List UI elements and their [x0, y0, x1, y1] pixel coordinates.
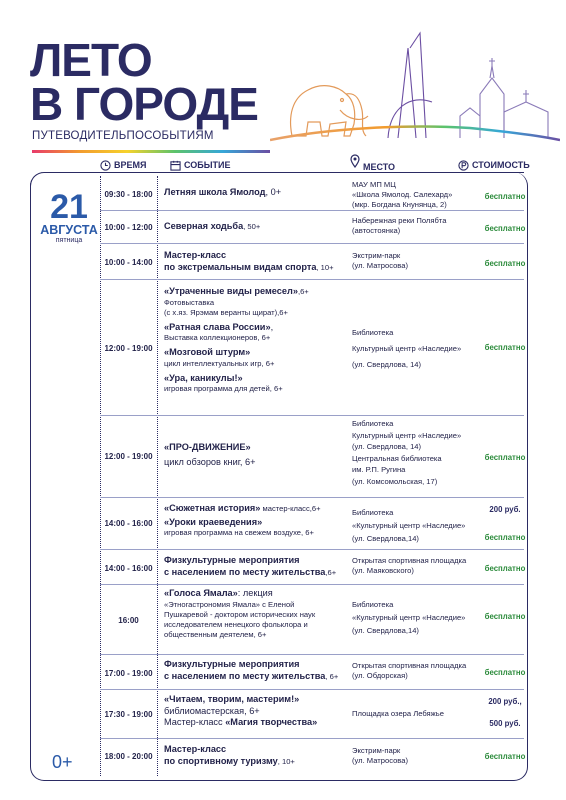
row-time: 10:00 - 12:00: [104, 223, 153, 232]
row-price: 200 руб.,: [488, 697, 522, 706]
church-icon: [460, 58, 548, 138]
row-place: [352, 251, 484, 271]
place-line: Библиотека: [352, 600, 394, 609]
event-age: , 50+: [243, 222, 261, 231]
row-separator: [100, 279, 524, 280]
row-price: бесплатно: [484, 752, 526, 761]
row-price: бесплатно: [484, 192, 526, 201]
event-title-2: по экстремальным видам спорта: [164, 261, 317, 272]
row-separator: [100, 415, 524, 416]
place-line: (автостоянка): [352, 226, 401, 235]
place-line: (ул. Маяковского): [352, 566, 414, 575]
row-time: 16:00: [118, 616, 139, 625]
event-title: Северная ходьба: [164, 221, 244, 231]
clock-icon: [100, 160, 111, 171]
place-line: (ул. Свердлова,14): [352, 534, 419, 543]
row-time: 17:30 - 19:00: [104, 710, 153, 719]
row-place: [352, 216, 484, 236]
place-line: «Культурный центр «Наследие»: [352, 613, 466, 622]
row-separator: [100, 549, 524, 550]
event-desc: цикл обзоров книг, 6+: [164, 456, 256, 467]
place-line: Площадка озера Лебяжье: [352, 709, 444, 718]
row-price-2: бесплатно: [484, 533, 526, 542]
event-desc: игровая программа для детей, 6+: [164, 384, 283, 393]
row-event: [164, 555, 350, 578]
col-place-header: [350, 150, 395, 174]
event-desc: «Этногастрономия Ямала» с Еленой: [164, 599, 295, 609]
row-price: бесплатно: [484, 259, 526, 268]
event-title: «Голоса Ямала»: [164, 588, 238, 598]
spire-icon: [388, 33, 432, 138]
row-place: [352, 180, 484, 210]
place-line: Культурный центр «Наследие»: [352, 430, 462, 440]
row-place: [352, 709, 484, 719]
city-illustration: [270, 28, 560, 156]
ruble-icon: [458, 160, 469, 171]
event-title: Мастер-класс: [164, 250, 227, 260]
place-line: (мкр. Богдана Кнунянца, 2): [352, 200, 447, 209]
place-line: Экстрим-парк: [352, 746, 401, 755]
row-separator: [100, 243, 524, 244]
title-line-2: В ГОРОДЕ: [30, 78, 258, 130]
event-title: «Мозговой штурм»: [164, 347, 251, 357]
title-line-1: ЛЕТО: [30, 34, 152, 86]
col-time-header: [100, 157, 146, 173]
place-line: Набережная реки Полябта: [352, 216, 447, 225]
place-line: Экстрим-парк: [352, 251, 401, 260]
row-price: бесплатно: [484, 343, 526, 352]
place-line: Культурный центр «Наследие»: [352, 344, 462, 353]
event-title: Мастер-класс: [164, 744, 227, 754]
rainbow-divider: [32, 150, 270, 153]
event-title: «Утраченные виды ремесел»: [164, 286, 298, 296]
col-price-header: [458, 157, 530, 173]
row-time: 14:00 - 16:00: [104, 519, 153, 528]
row-event: [164, 659, 350, 682]
row-time: 09:30 - 18:00: [104, 190, 153, 199]
place-line: Центральная библиотека: [352, 453, 442, 463]
row-separator: [100, 497, 524, 498]
row-place: [352, 598, 484, 637]
event-age: ,6+: [297, 287, 309, 296]
frame-corner: [30, 172, 101, 187]
row-event: [164, 588, 350, 640]
event-desc: мастер-класс,6+: [260, 504, 321, 513]
event-desc: исследователем ненецкого фольклора и: [164, 619, 308, 629]
row-time: 10:00 - 14:00: [104, 258, 153, 267]
event-title: Физкультурные мероприятия: [164, 659, 300, 669]
place-line: МАУ МП МЦ: [352, 180, 396, 189]
event-age: , 10+: [316, 262, 334, 272]
event-title: Физкультурные мероприятия: [164, 555, 300, 565]
event-title: «Читаем, творим, мастерим!»: [164, 694, 300, 704]
row-place: [352, 661, 484, 681]
date-month: АВГУСТА: [40, 223, 98, 237]
row-place: [352, 746, 484, 766]
event-age: , 6+: [325, 671, 339, 681]
row-time: 14:00 - 16:00: [104, 564, 153, 573]
event-desc: (с х.яз. Ярэмам веранты щират),6+: [164, 307, 288, 317]
row-place: [352, 418, 484, 487]
row-price: 200 руб.: [489, 505, 521, 514]
location-pin-icon: [350, 154, 360, 168]
place-line: (ул. Обдорская): [352, 671, 408, 680]
row-place: [352, 506, 484, 545]
event-age: ,6+: [325, 567, 337, 577]
event-type: : лекция: [237, 588, 273, 598]
event-age: ,: [270, 321, 274, 332]
row-separator: [100, 654, 524, 655]
row-event: [164, 221, 350, 233]
row-time: 18:00 - 20:00: [104, 752, 153, 761]
col-event-label: СОБЫТИЕ: [184, 160, 231, 170]
event-desc: Выставка коллекционеров, 6+: [164, 333, 271, 342]
event-title-2: «Магия творчества»: [225, 717, 318, 727]
place-line: Открытая спортивная площадка: [352, 661, 467, 670]
row-price-2: 500 руб.: [489, 719, 521, 728]
place-line: Библиотека: [352, 419, 394, 428]
event-title: «ПРО-ДВИЖЕНИЕ»: [164, 442, 251, 452]
place-line: «Культурный центр «Наследие»: [352, 521, 466, 530]
event-desc: цикл интеллектуальных игр, 6+: [164, 358, 275, 368]
date-weekday: пятница: [55, 237, 83, 244]
row-separator: [100, 689, 524, 690]
row-separator: [100, 210, 524, 211]
place-line: «Школа Ямолод. Салехард»: [352, 190, 453, 199]
place-line: им. Р.П. Ругина: [352, 465, 406, 474]
row-event: [164, 694, 350, 729]
row-event: [164, 286, 350, 394]
place-line: (ул. Свердлова, 14): [352, 360, 422, 369]
row-event: [164, 744, 350, 767]
event-title: «Сюжетная история»: [164, 503, 261, 513]
row-price: бесплатно: [484, 453, 526, 462]
event-age: , 0+: [265, 187, 282, 197]
row-time: 17:00 - 19:00: [104, 669, 153, 678]
place-line: (ул. Свердлова, 14): [352, 442, 422, 451]
col-event-header: [170, 157, 231, 173]
event-title: «Ура, каникулы!»: [164, 372, 243, 383]
event-title-2: с населением по месту жительства: [164, 670, 326, 681]
event-title: «Уроки краеведения»: [164, 516, 263, 527]
row-event: [164, 503, 350, 538]
event-desc: игровая программа на свежем воздухе, 6+: [164, 528, 314, 537]
event-desc: Пушкаревой - доктором исторических наук: [164, 609, 316, 619]
date-block: [36, 190, 102, 244]
date-day: 21: [50, 188, 88, 226]
place-line: Открытая спортивная площадка: [352, 556, 467, 565]
row-time: 12:00 - 19:00: [104, 452, 153, 461]
event-title-2: по спортивному туризму: [164, 755, 278, 766]
row-price: бесплатно: [484, 224, 526, 233]
subtitle: ПУТЕВОДИТЕЛЬПОСОБЫТИЯМ: [32, 130, 214, 142]
row-price: бесплатно: [484, 668, 526, 677]
row-price: бесплатно: [484, 612, 526, 621]
place-line: Библиотека: [352, 508, 394, 517]
col-price-label: СТОИМОСТЬ: [472, 160, 530, 170]
col-place-label: МЕСТО: [363, 162, 396, 172]
row-place: [352, 325, 484, 373]
row-event: [164, 187, 350, 199]
row-event: [164, 442, 350, 468]
event-desc: библиомастерская, 6+: [164, 705, 260, 716]
calendar-icon: [170, 160, 181, 171]
col-time-label: ВРЕМЯ: [114, 160, 147, 170]
place-line: (ул. Матросова): [352, 756, 409, 765]
place-line: (ул. Матросова): [352, 261, 409, 270]
row-price: бесплатно: [484, 564, 526, 573]
event-desc: Фотовыставка: [164, 297, 215, 307]
event-desc: общественным деятелем, 6+: [164, 629, 267, 639]
place-line: (ул. Свердлова,14): [352, 626, 419, 635]
event-column-divider: [157, 176, 158, 776]
event-title-2: с населением по месту жительства: [164, 566, 326, 577]
event-title: Летняя школа Ямолод: [164, 187, 266, 197]
place-line: Библиотека: [352, 328, 394, 337]
row-separator: [100, 738, 524, 739]
row-place: [352, 556, 484, 576]
event-title: «Ратная слава России»: [164, 321, 271, 332]
row-time: 12:00 - 19:00: [104, 344, 153, 353]
event-desc: Мастер-класс: [164, 717, 226, 727]
row-separator: [100, 584, 524, 585]
event-age: , 10+: [277, 756, 295, 766]
row-event: [164, 250, 350, 273]
place-line: (ул. Комсомольская, 17): [352, 476, 438, 486]
age-rating: 0+: [52, 752, 73, 772]
